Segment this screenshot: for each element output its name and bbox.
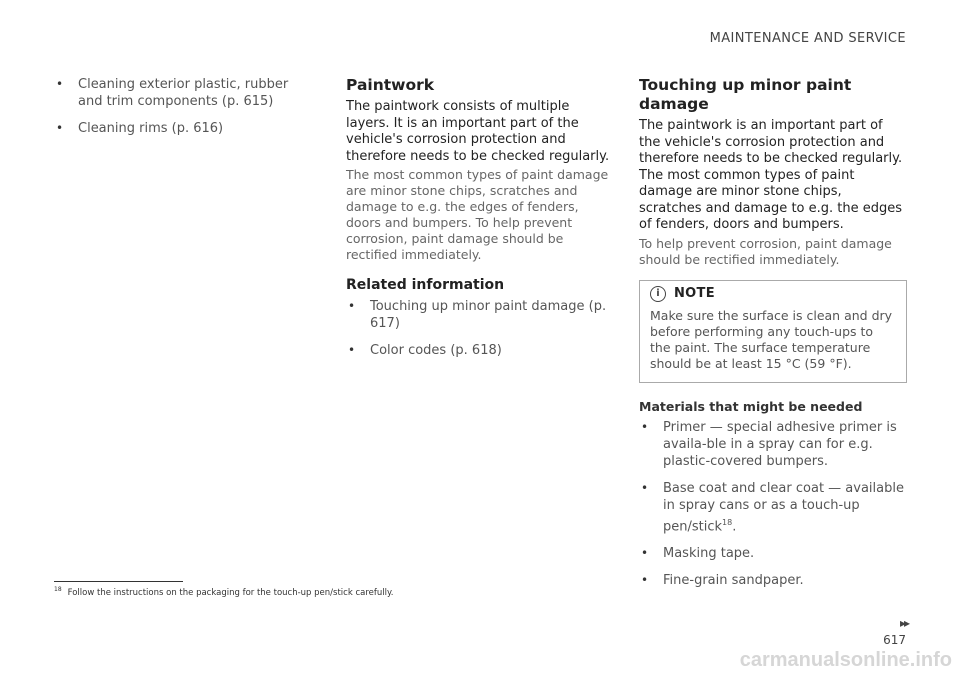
list-item: • Primer — special adhesive primer is availa-ble in a spray can for e.g. plastic-covered bumpers. bbox=[639, 419, 907, 470]
list-item: • Cleaning exterior plastic, rubber and trim components (p. 615) bbox=[54, 76, 316, 110]
info-icon: i bbox=[650, 286, 666, 302]
list-item-end: . bbox=[732, 518, 737, 534]
section-heading-touch-up: Touching up minor paint damage bbox=[639, 76, 852, 113]
page-number: 617 bbox=[883, 633, 906, 647]
footnote-number: 18 bbox=[54, 586, 62, 593]
related-link-color-codes[interactable]: • Color codes (p. 618) bbox=[346, 342, 616, 359]
footnote-ref: 18 bbox=[722, 517, 733, 527]
footnote-text: Follow the instructions on the packaging for the touch-up pen/stick carefully. bbox=[67, 587, 394, 598]
note-text: Make sure the surface is clean and dry before performing any touch-ups to the paint. The surface temperature should be at least 15 °C (59 °F). bbox=[650, 307, 893, 371]
column-paintwork bbox=[346, 76, 616, 369]
lead-paragraph: The paintwork consists of multiple layers. It is an important part of the vehicle's corrosion protection and therefore needs to be checked regularly. bbox=[346, 99, 610, 164]
list-item: • Fine-grain sandpaper. bbox=[639, 572, 907, 589]
watermark: carmanualsonline.info bbox=[739, 649, 952, 671]
related-link-touching-up[interactable]: • Touching up minor paint damage (p. 617) bbox=[346, 298, 616, 332]
note-title: NOTE bbox=[674, 286, 715, 301]
related-information-heading: Related information bbox=[346, 277, 505, 293]
list-item-text: Base coat and clear coat — available in spray cans or as a touch-up pen/stick bbox=[663, 480, 904, 534]
list-item bbox=[639, 480, 907, 535]
materials-heading: Materials that might be needed bbox=[639, 398, 863, 414]
section-heading-paintwork: Paintwork bbox=[346, 76, 435, 94]
body-paragraph: The most common types of paint damage are minor stone chips, scratches and damage to e.g. the edges of fenders, doors and bumpers. To help prevent corrosion, paint damage should be rectified immediately. bbox=[346, 167, 609, 262]
related-information-list bbox=[346, 298, 616, 359]
column-left bbox=[54, 76, 316, 147]
note-header bbox=[650, 286, 896, 302]
list-item: • Cleaning rims (p. 616) bbox=[54, 120, 316, 137]
bullet-list-left bbox=[54, 76, 316, 137]
footnote-divider bbox=[54, 581, 183, 582]
materials-list bbox=[639, 419, 907, 589]
page-header: MAINTENANCE AND SERVICE bbox=[709, 31, 906, 46]
next-page-arrows-icon[interactable]: ▸▸ bbox=[899, 616, 908, 630]
body-paragraph: To help prevent corrosion, paint damage should be rectified immediately. bbox=[639, 235, 892, 267]
footnote bbox=[54, 586, 394, 598]
column-touch-up bbox=[639, 76, 907, 599]
note-box bbox=[639, 280, 907, 383]
lead-paragraph: The paintwork is an important part of the vehicle's corrosion protection and therefore needs to be checked regularly. The most common types of paint damage are minor stone chips, scratches and damage to e.g. the edges of fenders, doors and bumpers. bbox=[639, 118, 903, 232]
list-item: • Masking tape. bbox=[639, 545, 907, 562]
